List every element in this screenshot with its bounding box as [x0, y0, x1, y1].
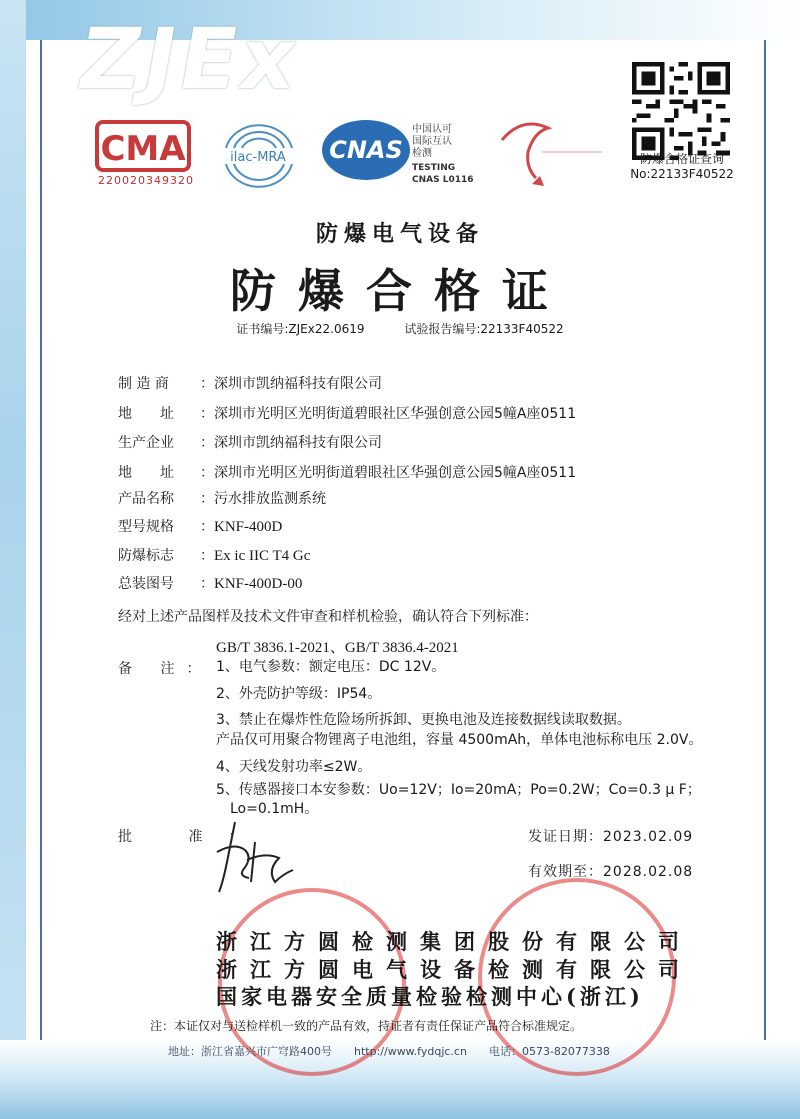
field-model: 型号规格 ：KNF-400D: [118, 516, 282, 536]
field-label: 地 址: [118, 406, 174, 422]
cnas-cn-line-3: 检测: [412, 148, 432, 159]
field-producer: 生产企业 ：深圳市凯纳福科技有限公司: [118, 432, 382, 452]
field-label: 防爆标志: [118, 548, 174, 564]
issuer-organization: 浙江方圆检测集团股份有限公司: [216, 929, 692, 954]
field-label: 制 造 商: [118, 376, 169, 392]
ilac-mra-text: ilac-MRA: [230, 150, 286, 165]
field-manufacturer: 制 造 商 ：深圳市凯纳福科技有限公司: [118, 373, 382, 393]
applicable-standards: GB/T 3836.1-2021、GB/T 3836.4-2021: [216, 640, 459, 656]
conformity-statement: 经对上述产品图样及技术文件审查和样机检验，确认符合下列标准：: [118, 609, 538, 625]
field-value: KNF-400D-00: [214, 576, 303, 592]
field-manufacturer-address: 地 址 ：深圳市光明区光明街道碧眼社区华强创意公园5幢A座0511: [118, 403, 576, 423]
field-ex-marking: 防爆标志 ：Ex ic IIC T4 Gc: [118, 545, 310, 565]
field-value: 深圳市光明区光明街道碧眼社区华强创意公园5幢A座0511: [214, 406, 577, 422]
cma-number: 220020349320: [98, 174, 194, 187]
field-value: 深圳市光明区光明街道碧眼社区华强创意公园5幢A座0511: [214, 465, 577, 481]
issuer-organization: 国家电器安全质量检验检测中心(浙江): [216, 984, 644, 1009]
cnas-text: CNAS: [329, 136, 403, 164]
note-item: 3、禁止在爆炸性危险场所拆卸、更换电池及连接数据线读取数据。: [216, 712, 631, 728]
field-label: 产品名称: [118, 491, 174, 507]
qr-caption-number: No:22133F40522: [630, 167, 734, 181]
field-label: 型号规格: [118, 519, 174, 535]
certificate-numbers: [0, 320, 800, 337]
issuer-organization: 浙江方圆电气设备检测有限公司: [216, 957, 692, 982]
note-item: 5、传感器接口本安参数：Uo=12V；Io=20mA；Po=0.2W；Co=0.3 μ F；: [216, 782, 701, 798]
qr-caption: [612, 152, 752, 182]
ilac-mra-logo: [212, 112, 304, 190]
field-value: KNF-400D: [214, 519, 283, 535]
approver-signature: [205, 812, 305, 902]
field-label: 生产企业: [118, 435, 174, 451]
note-item: 2、外壳防护等级：IP54。: [216, 686, 382, 702]
qr-caption-title: 防爆合格证查询: [639, 152, 724, 166]
field-label: 总装图号: [118, 576, 174, 592]
notes-label: 备 注：: [118, 661, 213, 677]
field-value: 深圳市凯纳福科技有限公司: [214, 376, 382, 392]
field-product-name: 产品名称 ：污水排放监测系统: [118, 488, 326, 508]
field-assembly-drawing: 总装图号 ：KNF-400D-00: [118, 573, 302, 593]
cnas-logo: [320, 116, 500, 190]
field-label: 地 址: [118, 465, 174, 481]
field-producer-address: 地 址 ：深圳市光明区光明街道碧眼社区华强创意公园5幢A座0511: [118, 462, 576, 482]
note-item: 产品仅可用聚合物锂离子电池组，容量 4500mAh，单体电池标称电压 2.0V。: [216, 732, 703, 748]
cnas-testing: TESTING: [412, 163, 456, 173]
expiry-date: 有效期至：2028.02.08: [528, 864, 694, 880]
certificate-frame: [40, 40, 766, 1040]
approval-label: 批 准：: [118, 829, 269, 845]
cnas-code: CNAS L0116: [412, 175, 474, 185]
issue-date: 发证日期：2023.02.09: [528, 829, 694, 845]
note-item: 4、天线发射功率≤2W。: [216, 759, 372, 775]
cma-logo: [95, 118, 191, 174]
certificate-number: 证书编号:ZJEx22.0619: [236, 322, 365, 336]
field-value: 污水排放监测系统: [214, 491, 326, 507]
field-value: 深圳市凯纳福科技有限公司: [214, 435, 382, 451]
field-value: Ex ic IIC T4 Gc: [214, 548, 311, 564]
qr-code[interactable]: [632, 62, 730, 160]
cma-logo-text: CMA: [100, 129, 186, 169]
certificate-title: 防爆合格证: [230, 264, 570, 318]
note-item: 1、电气参数：额定电压：DC 12V。: [216, 659, 446, 675]
certificate-footnote: 注：本证仅对与送检样机一致的产品有效，持证者有责任保证产品符合标准规定。: [150, 1019, 583, 1033]
left-blue-band: [0, 0, 26, 1119]
issuer-address: 地址：浙江省嘉兴市广穹路400号 http://www.fydqjc.cn 电话：0573-82077338: [168, 1045, 610, 1058]
certificate-subtitle: 防爆电气设备: [315, 222, 484, 247]
cnas-cn-line-1: 中国认可: [412, 124, 452, 135]
zjex-brand-logo: ZJEx: [71, 10, 309, 108]
test-report-number: 试验报告编号:22133F40522: [404, 322, 564, 336]
cnas-cn-line-2: 国际互认: [412, 136, 452, 147]
note-item: Lo=0.1mH。: [230, 801, 319, 817]
accreditation-swoosh-logo: [492, 112, 612, 188]
